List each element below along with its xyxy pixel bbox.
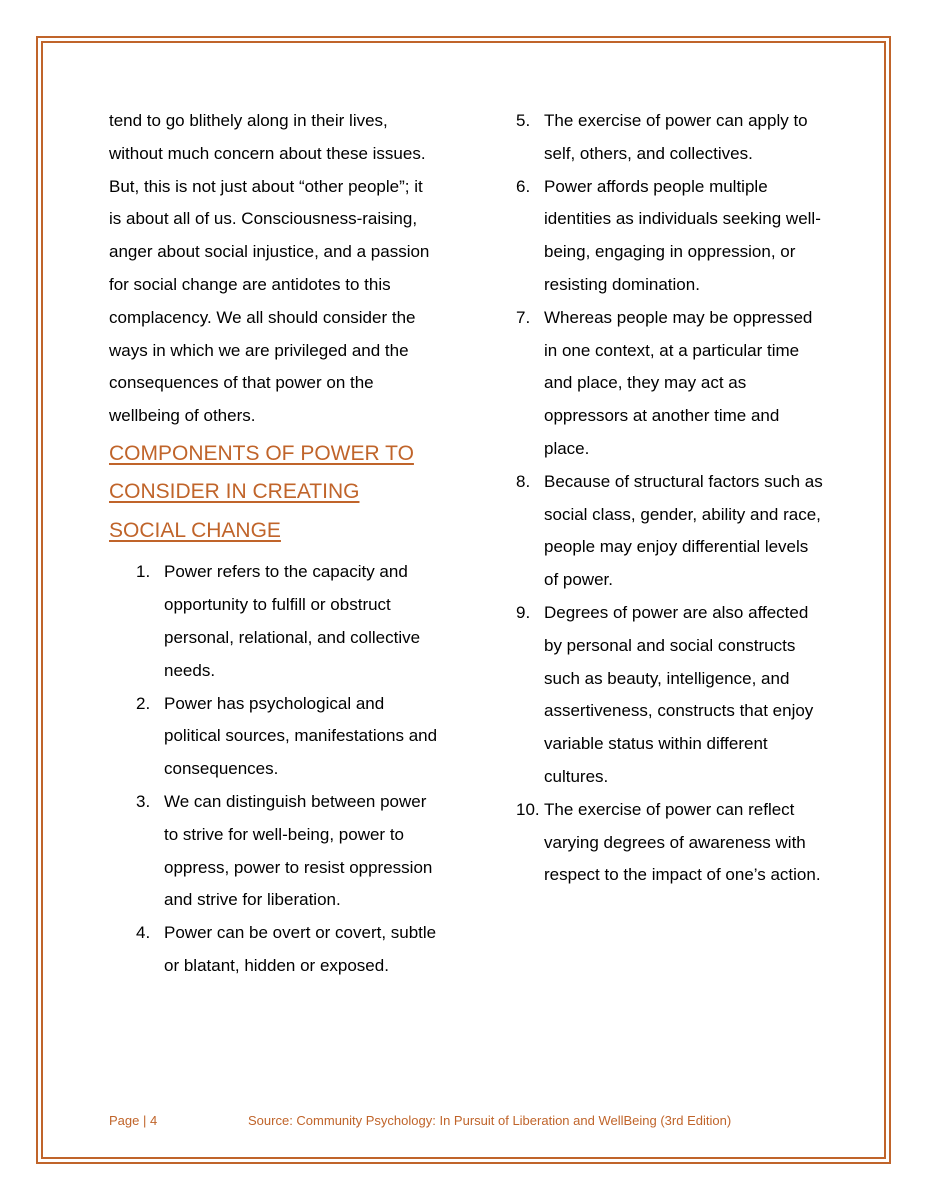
list-item-number: 10. [516, 799, 540, 819]
right-column [516, 105, 826, 892]
power-components-list-right [516, 105, 826, 892]
list-item-number: 7. [516, 307, 531, 327]
list-item [136, 786, 439, 917]
list-item-number: 1. [136, 562, 151, 582]
list-item [516, 302, 826, 466]
list-item [516, 597, 826, 794]
list-item [516, 105, 826, 171]
list-item [136, 688, 439, 786]
list-item-text: Because of structural factors such as social class, gender, ability and race, people may enjoy differential levels of power. [544, 471, 823, 590]
list-item-number: 2. [136, 693, 151, 713]
list-item-number: 8. [516, 471, 531, 491]
footer-page-number: Page | 4 [109, 1113, 158, 1128]
list-item [516, 171, 826, 302]
list-item [516, 466, 826, 597]
list-item-text: We can distinguish between power to strive for well-being, power to oppress, power to resist oppression and strive for liberation. [164, 792, 433, 910]
list-item-number: 6. [516, 176, 531, 196]
list-item-number: 5. [516, 111, 531, 130]
list-item-number: 4. [136, 923, 151, 943]
list-item-text: Power affords people multiple identities as individuals seeking well-being, engaging in oppression, or resisting domination. [544, 176, 821, 294]
list-item-text: Power has psychological and political sources, manifestations and consequences. [164, 693, 438, 779]
list-item [136, 556, 439, 687]
power-components-list-left [109, 556, 439, 982]
list-item [516, 794, 826, 892]
list-item-text: Power refers to the capacity and opportunity to fulfill or obstruct personal, relational, and collective needs. [164, 562, 421, 680]
list-item-text: The exercise of power can apply to self, others, and collectives. [544, 111, 808, 163]
list-item-number: 9. [516, 602, 531, 622]
intro-paragraph: tend to go blithely along in their lives, without much concern about these issues. But, this is not just about “other people”; it is about all of us. Consciousness-raising, anger about social injustice, and a passion for social change are antidotes to this complacency. We all should consider the ways in which we are privileged and the consequences of that power on the wellbeing of others. [109, 111, 430, 426]
list-item-text: Degrees of power are also affected by personal and social constructs such as beauty, intelligence, and assertiveness, constructs that enjoy variable status within different cultures. [544, 602, 814, 786]
list-item [136, 917, 439, 983]
left-column [109, 105, 439, 983]
section-heading: COMPONENTS OF POWER TO CONSIDER IN CREATING SOCIAL CHANGE [109, 441, 414, 542]
footer-source: Source: Community Psychology: In Pursuit of Liberation and WellBeing (3rd Edition) [248, 1113, 732, 1128]
list-item-number: 3. [136, 792, 151, 812]
list-item-text: The exercise of power can reflect varying degrees of awareness with respect to the impact of one’s action. [544, 799, 821, 885]
list-item-text: Power can be overt or covert, subtle or blatant, hidden or exposed. [164, 923, 437, 976]
list-item-text: Whereas people may be oppressed in one context, at a particular time and place, they may act as oppressors at another time and place. [544, 307, 813, 458]
